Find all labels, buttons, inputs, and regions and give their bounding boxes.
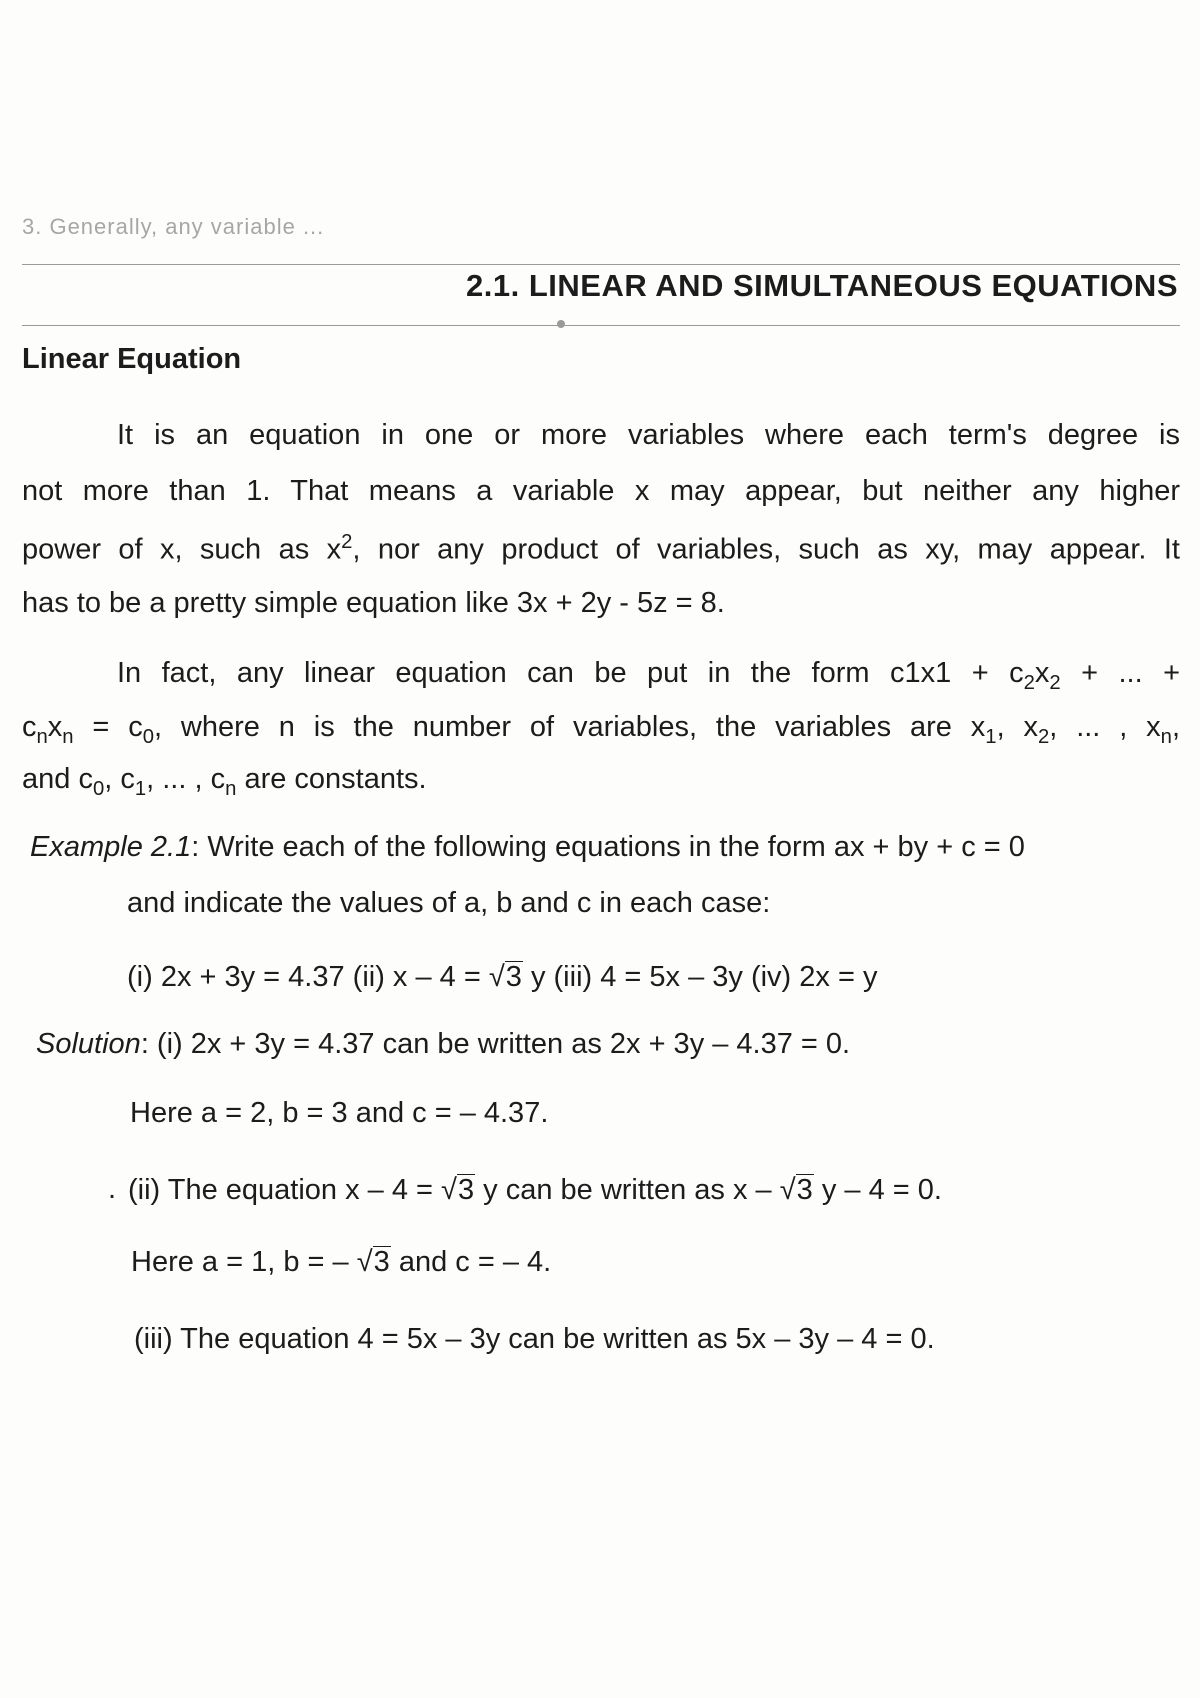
cropped-previous-line: 3. Generally, any variable ... xyxy=(22,214,325,239)
solution-label: Solution xyxy=(36,1028,141,1060)
solution-line-1: Solution: (i) 2x + 3y = 4.37 can be written as 2x + 3y – 4.37 = 0. xyxy=(36,1028,851,1060)
header-rule-bottom xyxy=(22,325,1180,326)
solution-line-3: (ii) The equation x – 4 = √3 y can be written as x – √3 y – 4 = 0. xyxy=(128,1174,942,1206)
example-line-2: and indicate the values of a, b and c in each case: xyxy=(127,887,771,919)
solution-line-4: Here a = 1, b = – √3 and c = – 4. xyxy=(131,1246,552,1278)
example-label: Example 2.1 xyxy=(30,831,192,863)
paragraph-1-line-4: has to be a pretty simple equation like 3x + 2y - 5z = 8. xyxy=(22,587,725,619)
solution-line-2: Here a = 2, b = 3 and c = – 4.37. xyxy=(130,1097,549,1129)
subheading-linear-equation: Linear Equation xyxy=(22,343,242,375)
example-line-1: Example 2.1: Write each of the following equations in the form ax + by + c = 0 xyxy=(30,831,1025,863)
stray-mark: . xyxy=(108,1173,117,1205)
paragraph-1-line-1: It is an equation in one or more variables where each term's degree is xyxy=(117,419,1180,451)
example-line-3: (i) 2x + 3y = 4.37 (ii) x – 4 = √3 y (iii) 4 = 5x – 3y (iv) 2x = y xyxy=(127,961,878,993)
paragraph-2-line-1: In fact, any linear equation can be put in the form $c1x1 + c_2x_2$ + ... + xyxy=(117,657,1181,694)
section-title: 2.1. LINEAR AND SIMULTANEOUS EQUATIONS xyxy=(466,268,1178,303)
paragraph-1-line-2: not more than 1. That means a variable x may appear, but neither any higher xyxy=(22,475,1180,507)
solution-line-5: (iii) The equation 4 = 5x – 3y can be written as 5x – 3y – 4 = 0. xyxy=(134,1323,935,1355)
header-rule-ornament xyxy=(557,320,565,328)
paragraph-2-line-3: and $c_0$, $c_1$, ... , $c_n$ are constants. xyxy=(22,763,427,800)
header-rule-top xyxy=(22,264,1180,265)
paragraph-1-line-3: power of x, such as $x^2$, nor any product of variables, such as xy, may appear. It xyxy=(22,531,1180,566)
paragraph-2-line-2: $c_nx_n = c_0$, where n is the number of variables, the variables are $x_1$, $x_2$, ... , $x_n$, xyxy=(22,711,1180,748)
